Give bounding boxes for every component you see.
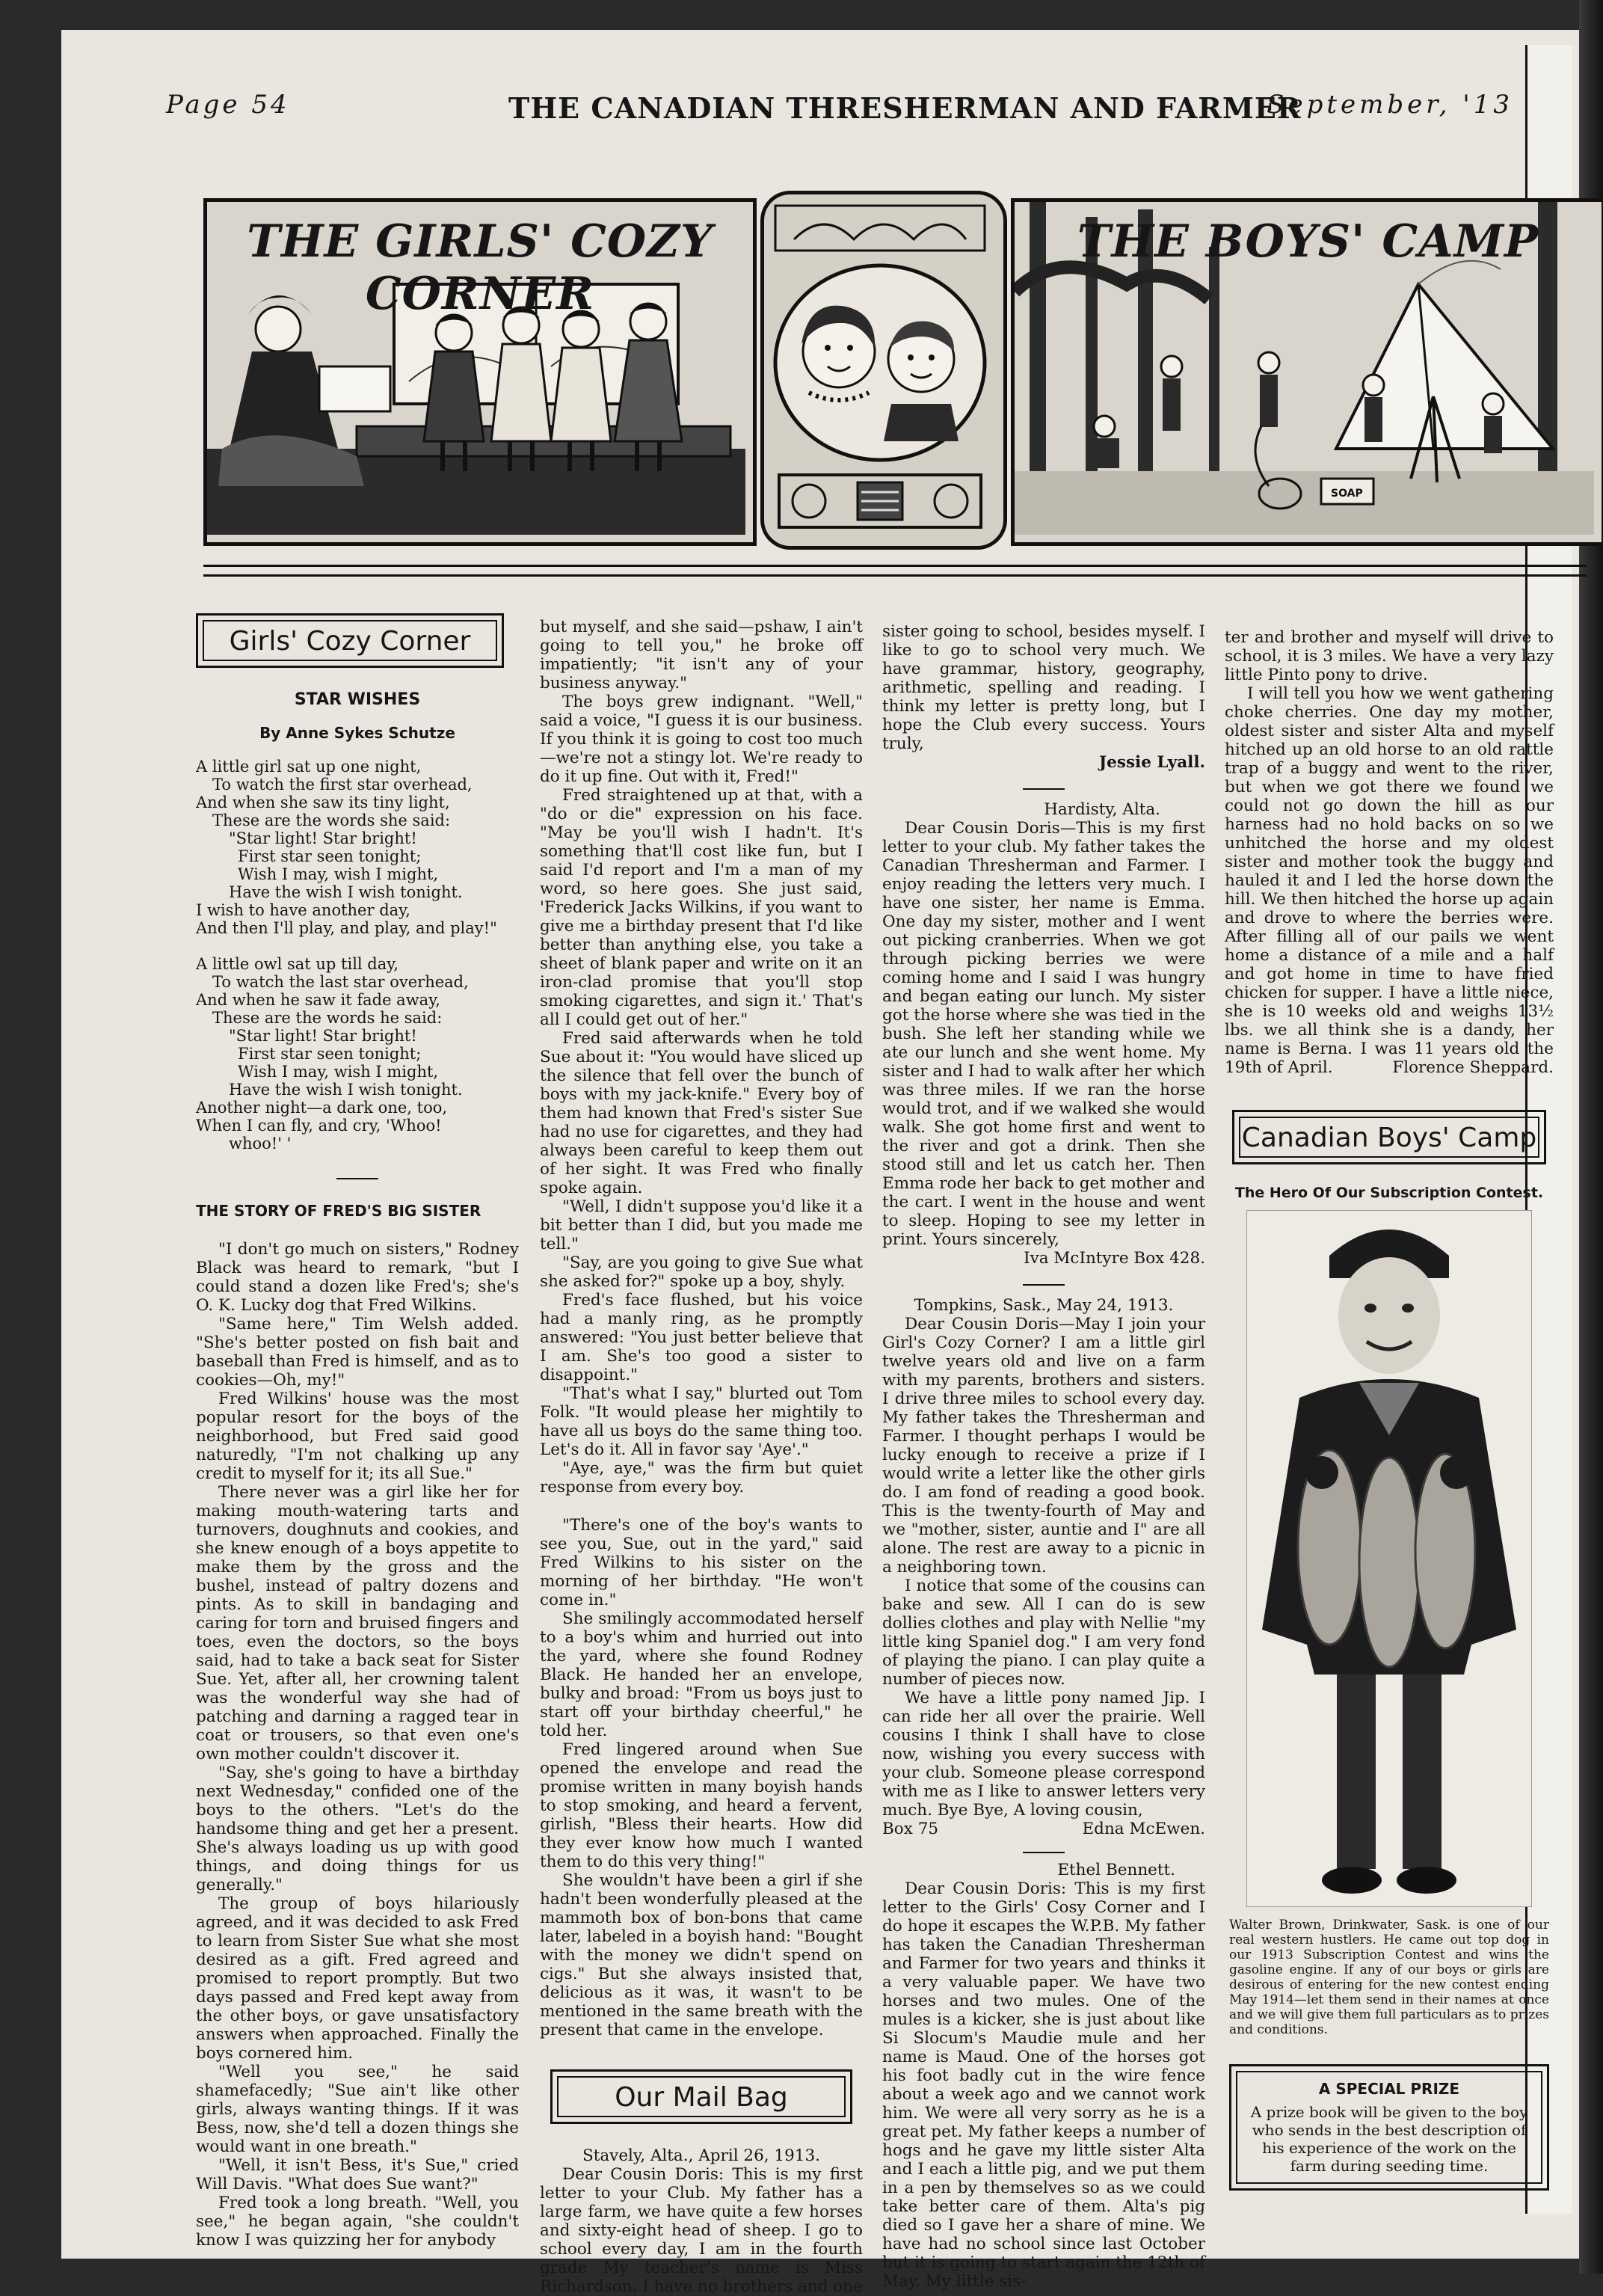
- letter-signature: Jessie Lyall.: [1099, 753, 1205, 772]
- letter-paragraph: ter and brother and myself will drive to school, it is 3 miles. We have a very lazy little Pinto pony to drive.: [1225, 628, 1554, 684]
- mailbag-header-box: [550, 2069, 852, 2124]
- story-paragraph: Fred said afterwards when he told Sue about it: "You would have sliced up the silence that fell over the bunch of boys with my jack-knife." Every boy of them had known that Fred's sister Sue had no use for cigarettes, and they had always been careful to keep them out of her sight. It was Fred who finally spoke again.: [540, 1029, 863, 1197]
- column-3: [882, 622, 1205, 2291]
- mailbag-header: Our Mail Bag: [557, 2076, 846, 2117]
- story-paragraph: "Same here," Tim Welsh added. "She's better posted on fish bait and baseball than Fred is himself, and as to cookies—Oh, my!": [196, 1315, 519, 1390]
- story-paragraph: The boys grew indignant. "Well," said a voice, "I guess it is our business. If you think it is going to cost too much—we're not a stingy lot. We're ready to do it up fine. Out with it, Fred!": [540, 693, 863, 786]
- letter-signature: Florence Sheppard.: [1392, 1058, 1554, 1077]
- letter-paragraph: I will tell you how we went gathering choke cherries. One day my mother, oldest sister and sister Alta and myself hitched up an old horse to an old rattle trap of a buggy and went to the river, but when we got there we found we could not go down the hill as our harness had no hold backs on so we unhitched the horse and my oldest sister and mother took the buggy and hauled it and I led the horse down the hill. We then hitched the horse up again and drove to where the berries were. After filling all of our pails we went home a distance of a mile and a half and got home in time to have fried chicken for supper. I have a little niece, she is 10 weeks old and weighs 13½ lbs. we all think she is a dandy, her name is Berna. I was 11 years old the 19th of April.: [1225, 684, 1554, 1077]
- special-prize-inner: [1236, 2071, 1542, 2184]
- walter-brown-photo: [1246, 1210, 1532, 1907]
- story-paragraph: "There's one of the boy's wants to see you, Sue, out in the yard," said Fred Wilkins to his sister on the morning of her birthday. "He won't come in.": [540, 1516, 863, 1609]
- special-prize-box: [1229, 2064, 1549, 2191]
- boys-camp-header-box: [1232, 1110, 1546, 1164]
- special-prize-title: A SPECIAL PRIZE: [1318, 2080, 1460, 2098]
- running-head: [166, 90, 1534, 135]
- poem-line: A little girl sat up one night,: [196, 758, 422, 776]
- poem-line: First star seen tonight;: [238, 847, 422, 865]
- poem-line: Wish I may, wish I might,: [238, 1063, 439, 1081]
- story-paragraph: "Well, I didn't suppose you'd like it a bit better than I did, but you made me tell.": [540, 1197, 863, 1253]
- story-paragraph: She smilingly accommodated herself to a boy's whim and hurried out into the yard, where she found Rodney Black. He handed her an envelope, bulky and broad: "From us boys just to start off your birthday cheerful," he told her.: [540, 1609, 863, 1740]
- letter-place: Tompkins, Sask., May 24, 1913.: [914, 1296, 1174, 1315]
- story-paragraph: She wouldn't have been a girl if she hadn't been wonderfully pleased at the mammoth box of bon-bons that came later, labeled in a boyish hand: "Bought with the money we didn't spend on cigs." But she always insisted that, delicious as it was, it wasn't to be mentioned in the same breath with the present that came in the envelope.: [540, 1871, 863, 2039]
- poem-stanza-2: [196, 955, 519, 1152]
- girls-corner-header: Girls' Cozy Corner: [203, 620, 497, 661]
- poem-line: To watch the last star overhead,: [212, 973, 469, 991]
- story-paragraph: Fred lingered around when Sue opened the envelope and read the promise written in many boyish hands to stop smoking, and heard a fervent, girlish, "Bless their hearts. How did they ever know how much I wanted them to do this very thing!": [540, 1740, 863, 1871]
- poem-line: Wish I may, wish I might,: [238, 865, 439, 883]
- story-paragraph: "Say, she's going to have a birthday next Wednesday," confided one of the boys to the others. "Let's do the handsome thing and get her a present. She's always loading us up with good things, and doing things for us generally.": [196, 1764, 519, 1894]
- letter-paragraph: Dear Cousin Doris—This is my first letter to your club. My father takes the Canadian Thresherman and Farmer. I enjoy reading the letters very much. I have one sister, her name is Emma. One day my sister, mother and I went out picking cranberries. When we got through picking berries we were coming home and I said I was hungry and began eating our lunch. My sister got the horse where she was tied in the bush. She left her standing while we ate our lunch and she went home. My sister and I had to walk after her which was three miles. If we ran the horse would trot, and if we walked she would walk. She got home first and went to the river and got a drink. Then she stood still and let us catch her. Then Emma rode her back to get mother and the cart. I went in the house and went to sleep. Hoping to see my letter in print. Yours sincerely,: [882, 819, 1205, 1249]
- story-paragraph: "That's what I say," blurted out Tom Folk. "It would please her mightily to have all us boys do the same thing too. Let's do it. All in favor say 'Aye'.": [540, 1384, 863, 1459]
- letter-place: Ethel Bennett.: [1057, 1861, 1175, 1879]
- letter-paragraph: sister going to school, besides myself. I like to go to school very much. We have grammar, history, geography, arithmetic, spelling and reading. I think my letter is pretty long, but I hope the Club every success. Yours truly,: [882, 622, 1205, 753]
- hero-headline: The Hero Of Our Subscription Contest.: [1234, 1185, 1544, 1201]
- poem-line: When I can fly, and cry, 'Whoo!: [196, 1117, 442, 1135]
- poem-line: A little owl sat up till day,: [196, 955, 399, 973]
- story-paragraph: "I don't go much on sisters," Rodney Black was heard to remark, "but I could stand a dozen like Fred's; she's O. K. Lucky dog that Fred Wilkins.: [196, 1240, 519, 1315]
- letter-signature: Edna McEwen.: [1082, 1820, 1205, 1838]
- girls-banner-title: THE GIRLS' COZY CORNER: [247, 215, 713, 320]
- girls-cozy-corner-panel: [203, 198, 757, 546]
- story-paragraph: Fred took a long breath. "Well, you see," he began again, "she couldn't know I was quizzing her for anybody: [196, 2194, 519, 2250]
- letter-paragraph: We have a little pony named Jip. I can ride her all over the prairie. Well cousins I think I shall have to close now, wishing you every success with your club. Someone please correspond with me as I like to answer letters very much. Bye Bye, A loving cousin,: [882, 1689, 1205, 1820]
- girls-corner-header-box: [196, 613, 504, 668]
- banner-rule: [203, 565, 1587, 577]
- poem-line: I wish to have another day,: [196, 901, 410, 919]
- letter-place: Hardisty, Alta.: [1044, 800, 1160, 819]
- poem-line: These are the words she said:: [212, 811, 451, 829]
- divider: [1023, 788, 1065, 790]
- boys-camp-header: Canadian Boys' Camp: [1239, 1117, 1539, 1158]
- boys-camp-panel: [1011, 198, 1603, 546]
- poem-line: "Star light! Star bright!: [229, 829, 417, 847]
- poem-line: First star seen tonight;: [238, 1045, 422, 1063]
- story-paragraph: but myself, and she said—pshaw, I ain't going to tell you," he broke off impatiently; "it isn't any of your business anyway.": [540, 618, 863, 693]
- divider: [336, 1178, 378, 1179]
- soap-box-label: SOAP: [1331, 488, 1363, 500]
- column-4: [1225, 628, 1554, 2191]
- poem-line: Another night—a dark one, too,: [196, 1099, 448, 1117]
- letter-signature: Iva McIntyre Box 428.: [1024, 1249, 1205, 1268]
- story-paragraph: There never was a girl like her for making mouth-watering tarts and turnovers, doughnuts and cookies, and she knew enough of a boys appetite to make them by the gross and the bushel, instead of paltry dozens and pints. As to skill in bandaging and caring for torn and bruised fingers and toes, even the doctors, so the boys said, had to take a back seat for Sister Sue. Yet, after all, her crowning talent was the wonderful way she had of patching and darning a ragged tear in coat or trousers, so that even one's own mother couldn't discover it.: [196, 1483, 519, 1764]
- page-number: Page 54: [166, 90, 290, 120]
- column-1: [196, 598, 519, 2250]
- letter-paragraph: Dear Cousin Doris: This is my first letter to your Club. My father has a large farm, we have quite a few horses and sixty-eight head of sheep. I go to school every day, I am in the fourth grade My teacher's name is Miss Richardson. I have no brothers and one: [540, 2165, 863, 2296]
- poem-line: And when he saw it fade away,: [196, 991, 440, 1009]
- poem-byline: By Anne Sykes Schutze: [259, 724, 455, 742]
- center-medallion: [760, 191, 1007, 550]
- letter-paragraph: Dear Cousin Doris—May I join your Girl's Cozy Corner? I am a little girl twelve years old and live on a farm with my parents, brothers and sisters. I drive three miles to school every day. My father takes the Thresherman and Farmer. I thought perhaps I would be lucky enough to receive a prize if I would write a letter like the other girls do. I am fond of reading a good book. This is the twenty-fourth of May and we "mother, sister, auntie and I" are all alone. The rest are away to a picnic in a neighboring town.: [882, 1315, 1205, 1577]
- poem-line: And when she saw its tiny light,: [196, 794, 450, 811]
- letter-closing: [882, 1820, 1205, 1838]
- story-paragraph: The group of boys hilariously agreed, and it was decided to ask Fred to learn from Sister Sue what she most desired as a gift. Fred agreed and promised to report promptly. But two days passed and Fred kept away from the other boys, or gave unsatisfactory answers when approached. Finally the boys cornered him.: [196, 1894, 519, 2063]
- poem-line: These are the words he said:: [212, 1009, 443, 1027]
- letter-paragraph: Dear Cousin Doris: This is my first letter to the Girls' Cosy Corner and I do hope it escapes the W.P.B. My father has taken the Canadian Thresherman and Farmer for two years and thinks it a very valuable paper. We have two horses and two mules. One of the mules is a kicker, she is just about like Si Slocum's Maudie mule and her name is Maud. One of the horses got his foot badly cut in the wire fence about a week ago and we cannot work him. We were all very sorry as he is a great pet. My father keeps a number of hogs and he gave my little sister Alta and I each a little pig, and we put them in a pen by themselves so as we could take better care of them. Alta's pig died so I gave her a share of mine. We have had no school since last October but it is going to start again the 12th of May. My little sis-: [882, 1879, 1205, 2291]
- story-paragraph: "Well you see," he said shamefacedly; "Sue ain't like other girls, always wanting things. If it was Bess, now, she'd tell a dozen things she would want in one breath.": [196, 2063, 519, 2156]
- story-paragraph: "Say, are you going to give Sue what she asked for?" spoke up a boy, shyly.: [540, 1253, 863, 1291]
- story-paragraph: Fred's face flushed, but his voice had a manly ring, as he promptly answered: "You just better believe that I am. She's too good a sister to disappoint.": [540, 1291, 863, 1384]
- story-paragraph: Fred straightened up at that, with a "do or die" expression on his face. "May be you'll wish I hadn't. It's something that'll cost like fun, but I said I'd report and I'm a man of my word, so here goes. She just said, 'Frederick Jacks Wilkins, if you want to give me a birthday present that I'd like better than anything else, you take a sheet of blank paper and write on it an iron-clad promise that you'll stop smoking cigarettes, and sign it.' That's all I could get out of her.": [540, 786, 863, 1029]
- letter-paragraph: I notice that some of the cousins can bake and sew. All I can do is sew dollies clothes and play with Nellie "my little king Spaniel dog." I am very fond of playing the piano. I can play quite a number of pieces now.: [882, 1577, 1205, 1689]
- letter-box-number: Box 75: [882, 1820, 939, 1838]
- poem-stanza-1: [196, 758, 519, 937]
- divider: [1023, 1852, 1065, 1853]
- special-prize-text: A prize book will be given to the boy who sends in the best description of his experience of the work on the farm during seeding time.: [1250, 2103, 1528, 2175]
- boys-banner-title: THE BOYS' CAMP: [1077, 215, 1539, 268]
- story-paragraph: "Aye, aye," was the firm but quiet response from every boy.: [540, 1459, 863, 1497]
- story-paragraph: "Well, it isn't Bess, it's Sue," cried Will Davis. "What does Sue want?": [196, 2156, 519, 2194]
- poem-title: STAR WISHES: [294, 690, 421, 709]
- header-banner: [203, 191, 1603, 542]
- poem-line: To watch the first star overhead,: [212, 776, 473, 794]
- letter-place: Stavely, Alta., April 26, 1913.: [582, 2146, 820, 2165]
- boy-holding-fish-photo: [1247, 1211, 1531, 1906]
- masthead: THE CANADIAN THRESHERMAN AND FARMER: [508, 91, 1302, 125]
- column-2: [540, 618, 863, 2296]
- poem-line: And then I'll play, and play, and play!": [196, 919, 497, 937]
- issue-date: September, '13: [1267, 90, 1513, 120]
- poem-line: Have the wish I wish tonight.: [229, 1081, 463, 1099]
- divider: [1023, 1284, 1065, 1286]
- poem-line: whoo!' ': [229, 1135, 292, 1152]
- photo-caption: Walter Brown, Drinkwater, Sask. is one of our real western hustlers. He came out top dog in our 1913 Subscription Contest and wins the gasoline engine. If any of our boys or girls are desirous of entering for the new contest ending May 1914—let them send in their names at once and we will give them full particulars as to prizes and conditions.: [1229, 1918, 1549, 2037]
- children-portraits: [764, 194, 996, 538]
- story-title: THE STORY OF FRED'S BIG SISTER: [196, 1202, 481, 1220]
- poem-line: "Star light! Star bright!: [229, 1027, 417, 1045]
- story-paragraph: Fred Wilkins' house was the most popular resort for the boys of the neighborhood, but Fred said good naturedly, "I'm not chalking up any credit to myself for it; its all Sue.": [196, 1390, 519, 1483]
- poem-line: Have the wish I wish tonight.: [229, 883, 463, 901]
